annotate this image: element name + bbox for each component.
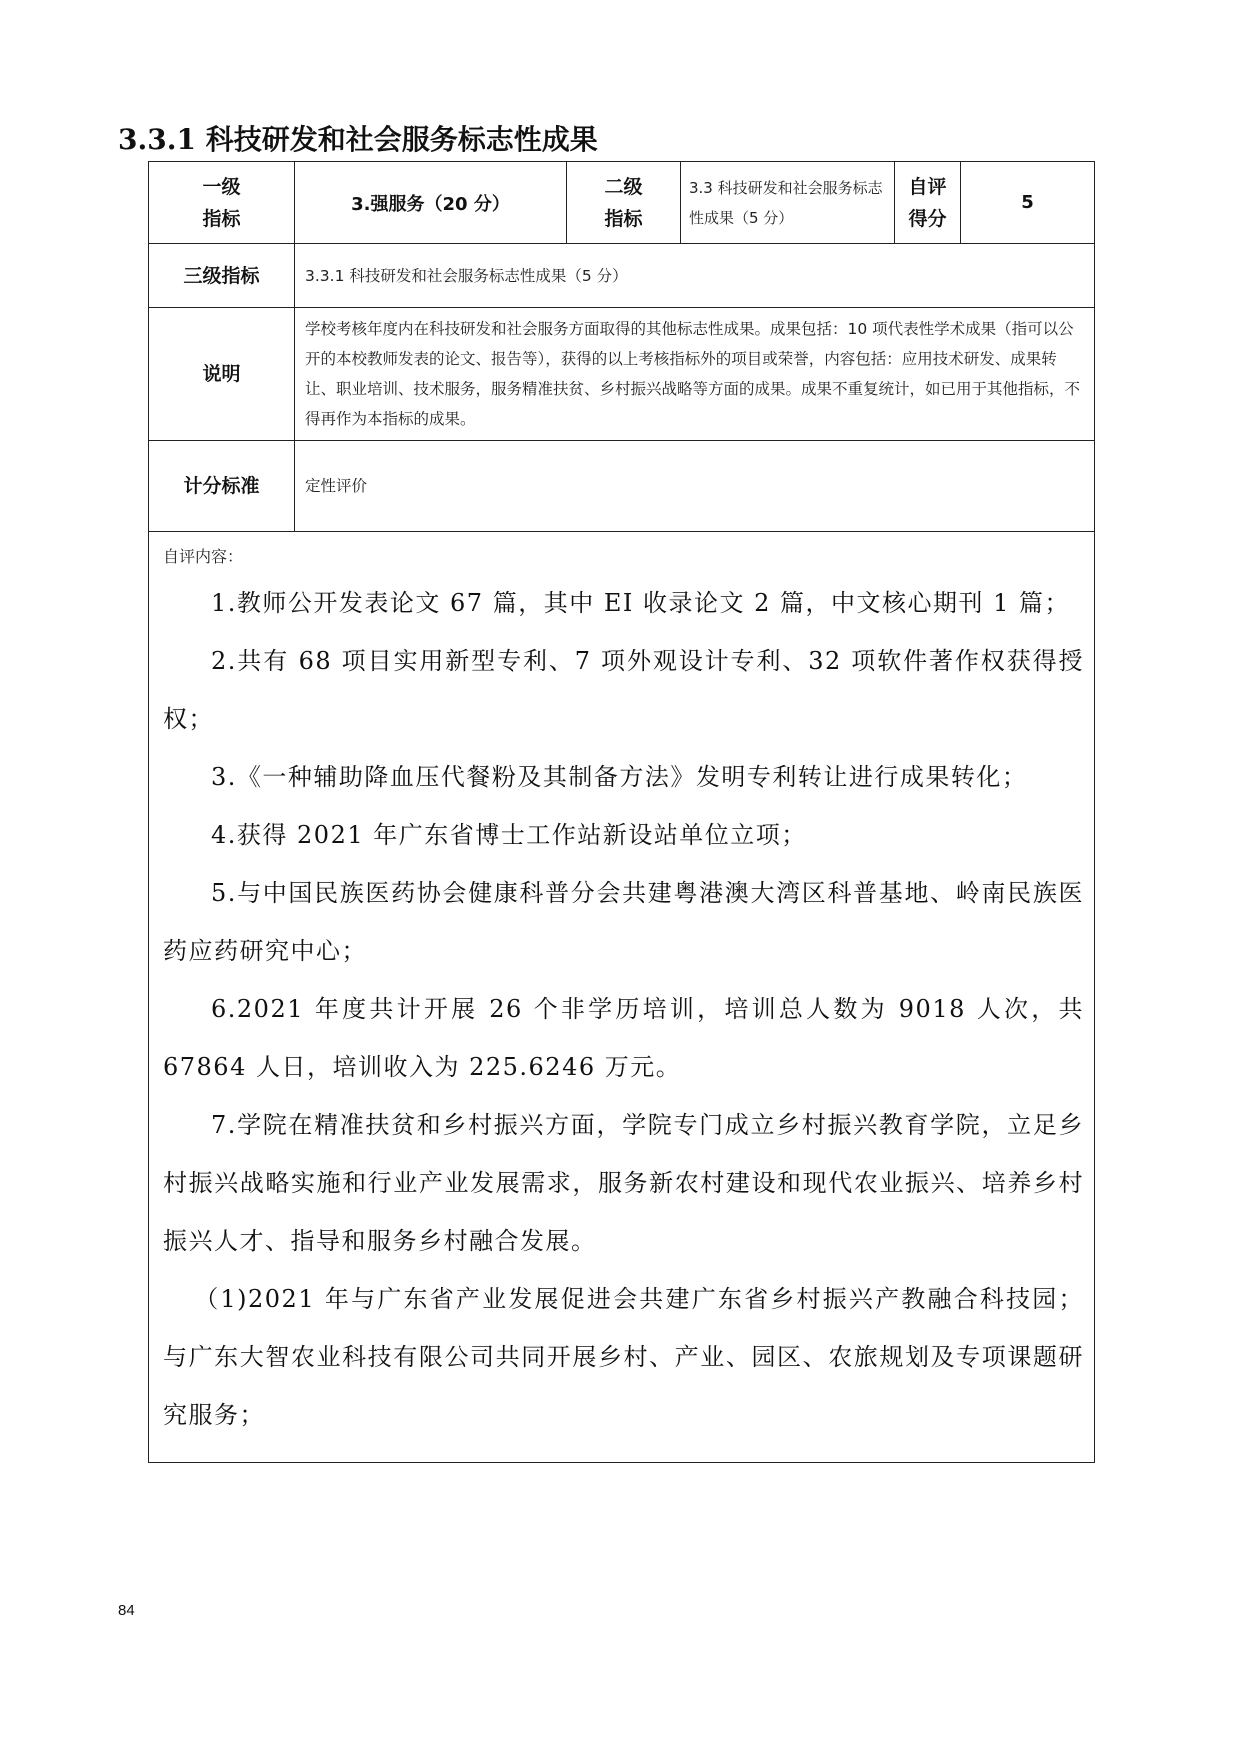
level3-label: 三级指标 bbox=[149, 244, 295, 308]
self-evaluation-item: 7.学院在精准扶贫和乡村振兴方面，学院专门成立乡村振兴教育学院，立足乡村振兴战略实施和行业产业发展需求，服务新农村建设和现代农业振兴、培养乡村振兴人才、指导和服务乡村融合发展。 bbox=[163, 1111, 1084, 1255]
scoring-row bbox=[149, 441, 1095, 532]
self-evaluation-intro: 自评内容： bbox=[163, 547, 244, 566]
self-evaluation-item: （1)2021 年与广东省产业发展促进会共建广东省乡村振兴产教融合科技园；与广东大智农业科技有限公司共同开展乡村、产业、园区、农旅规划及专项课题研究服务； bbox=[163, 1285, 1084, 1429]
self-evaluation-row bbox=[149, 532, 1095, 1463]
self-evaluation bbox=[149, 532, 1095, 1463]
level1-label: 一级 指标 bbox=[149, 162, 295, 244]
level2-label: 二级 指标 bbox=[567, 162, 681, 244]
self-evaluation-item: 5.与中国民族医药协会健康科普分会共建粤港澳大湾区科普基地、岭南民族医药应药研究中心； bbox=[163, 879, 1084, 965]
header-row bbox=[149, 162, 1095, 244]
level2-value: 3.3 科技研发和社会服务标志性成果（5 分） bbox=[681, 162, 895, 244]
section-title: 3.3.1 科技研发和社会服务标志性成果 bbox=[118, 123, 598, 156]
page-number: 84 bbox=[118, 1602, 135, 1619]
explanation-text: 学校考核年度内在科技研发和社会服务方面取得的其他标志性成果。成果包括：10 项代表性学术成果（指可以公开的本校教师发表的论文、报告等），获得的以上考核指标外的项目或荣誉，内容包括：应用技术研发、成果转让、职业培训、技术服务，服务精准扶贫、乡村振兴战略等方面的成果。成果不重复统计，如已用于其他指标，不得再作为本指标的成果。 bbox=[295, 308, 1095, 441]
self-evaluation-item: 4.获得 2021 年广东省博士工作站新设站单位立项； bbox=[211, 821, 807, 849]
explanation-label: 说明 bbox=[149, 308, 295, 441]
explanation-row bbox=[149, 308, 1095, 441]
level3-value: 3.3.1 科技研发和社会服务标志性成果（5 分） bbox=[295, 244, 1095, 308]
self-evaluation-item: 1.教师公开发表论文 67 篇，其中 EI 收录论文 2 篇，中文核心期刊 1 篇； bbox=[211, 589, 1071, 617]
level3-row bbox=[149, 244, 1095, 308]
scoring-label: 计分标准 bbox=[149, 441, 295, 532]
indicator-table bbox=[148, 161, 1095, 1463]
self-score-label: 自评 得分 bbox=[895, 162, 961, 244]
self-evaluation-item: 3.《一种辅助降血压代餐粉及其制备方法》发明专利转让进行成果转化； bbox=[211, 763, 1028, 791]
scoring-value: 定性评价 bbox=[295, 441, 1095, 532]
self-score-value: 5 bbox=[961, 162, 1095, 244]
level1-value: 3.强服务（20 分） bbox=[295, 162, 567, 244]
self-evaluation-item: 2.共有 68 项目实用新型专利、7 项外观设计专利、32 项软件著作权获得授权； bbox=[163, 647, 1084, 733]
self-evaluation-item: 6.2021 年度共计开展 26 个非学历培训，培训总人数为 9018 人次，共 67864 人日，培训收入为 225.6246 万元。 bbox=[163, 995, 1084, 1081]
